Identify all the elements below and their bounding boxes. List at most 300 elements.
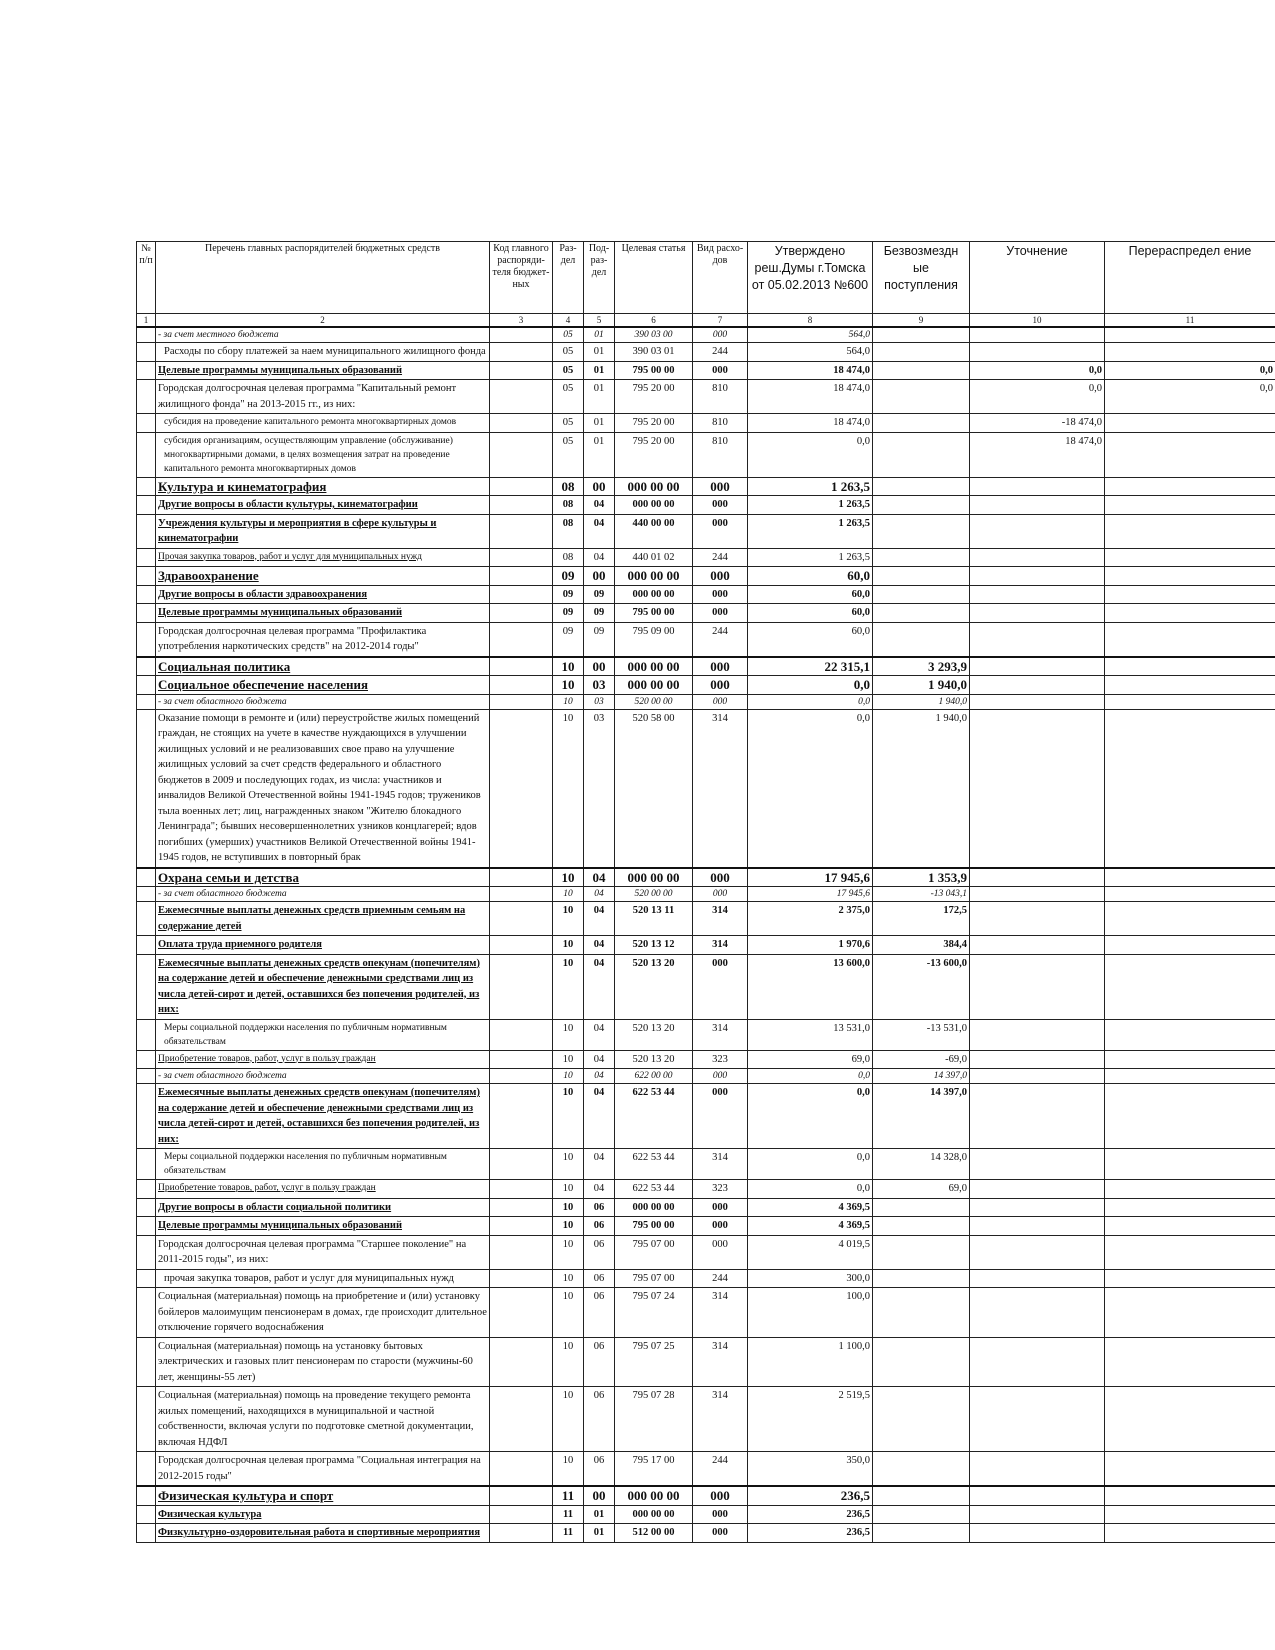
cell-cs: 520 13 11 xyxy=(615,902,693,936)
cell-vr: 000 xyxy=(693,868,748,887)
cell-p: 04 xyxy=(584,868,615,887)
cell-name: Городская долгосрочная целевая программа "Профилактика употребления наркотических средств" на 2012-2014 годы" xyxy=(156,622,490,657)
cell-v8: 236,5 xyxy=(748,1524,873,1543)
cell-v8: 60,0 xyxy=(748,567,873,586)
cell-v9: -13 043,1 xyxy=(873,887,970,902)
cell-v10 xyxy=(970,477,1105,496)
cell-r: 08 xyxy=(553,514,584,548)
cell-vr: 314 xyxy=(693,1149,748,1180)
table-row xyxy=(137,1050,1275,1069)
cell-v9 xyxy=(873,432,970,477)
cell-v10 xyxy=(970,1198,1105,1217)
cell-v8: 0,0 xyxy=(748,676,873,695)
header-num: № п/п xyxy=(137,242,156,314)
cell-name: Городская долгосрочная целевая программа "Капитальный ремонт жилищного фонда" на 2013-2015 гг., из них: xyxy=(156,380,490,414)
cell-name: Приобретение товаров, работ, услуг в пользу граждан xyxy=(156,1180,490,1199)
cell-p: 06 xyxy=(584,1235,615,1269)
header-vid: Вид расхо-дов xyxy=(693,242,748,314)
cell-v10 xyxy=(970,1235,1105,1269)
budget-table xyxy=(136,241,1275,1543)
cell-p: 01 xyxy=(584,343,615,362)
table-row xyxy=(137,1524,1275,1543)
cell-num xyxy=(137,887,156,902)
cell-num xyxy=(137,548,156,567)
cell-code xyxy=(490,622,553,657)
cell-num xyxy=(137,902,156,936)
cell-r: 05 xyxy=(553,414,584,433)
cell-r: 05 xyxy=(553,343,584,362)
cell-code xyxy=(490,361,553,380)
column-number: 3 xyxy=(490,314,553,328)
cell-vr: 314 xyxy=(693,902,748,936)
cell-vr: 000 xyxy=(693,1524,748,1543)
table-row xyxy=(137,361,1275,380)
cell-v8: 18 474,0 xyxy=(748,414,873,433)
cell-num xyxy=(137,709,156,868)
cell-v8: 0,0 xyxy=(748,709,873,868)
cell-v8: 60,0 xyxy=(748,622,873,657)
cell-p: 03 xyxy=(584,676,615,695)
cell-num xyxy=(137,1180,156,1199)
cell-num xyxy=(137,414,156,433)
cell-r: 10 xyxy=(553,936,584,955)
cell-v9 xyxy=(873,1486,970,1505)
cell-v11 xyxy=(1105,1486,1275,1505)
cell-cs: 440 00 00 xyxy=(615,514,693,548)
cell-r: 09 xyxy=(553,604,584,623)
cell-v11 xyxy=(1105,657,1275,676)
cell-cs: 000 00 00 xyxy=(615,1198,693,1217)
cell-v8: 100,0 xyxy=(748,1288,873,1338)
table-row xyxy=(137,887,1275,902)
cell-r: 08 xyxy=(553,496,584,515)
cell-cs: 622 00 00 xyxy=(615,1069,693,1084)
cell-v9: -13 531,0 xyxy=(873,1019,970,1050)
cell-v11 xyxy=(1105,1050,1275,1069)
cell-r: 09 xyxy=(553,585,584,604)
cell-cs: 795 07 28 xyxy=(615,1387,693,1452)
cell-v8: 0,0 xyxy=(748,1084,873,1149)
cell-v11 xyxy=(1105,1019,1275,1050)
cell-v9 xyxy=(873,1217,970,1236)
cell-cs: 622 53 44 xyxy=(615,1084,693,1149)
cell-cs: 520 13 20 xyxy=(615,954,693,1019)
cell-v8: 69,0 xyxy=(748,1050,873,1069)
cell-r: 10 xyxy=(553,902,584,936)
cell-vr: 314 xyxy=(693,709,748,868)
cell-code xyxy=(490,1180,553,1199)
cell-v9 xyxy=(873,1269,970,1288)
cell-cs: 795 17 00 xyxy=(615,1452,693,1487)
cell-p: 04 xyxy=(584,1069,615,1084)
cell-cs: 795 00 00 xyxy=(615,604,693,623)
cell-v10 xyxy=(970,694,1105,709)
cell-p: 06 xyxy=(584,1337,615,1387)
cell-v11 xyxy=(1105,1180,1275,1199)
cell-v8: 1 970,6 xyxy=(748,936,873,955)
cell-vr: 000 xyxy=(693,496,748,515)
cell-r: 10 xyxy=(553,1217,584,1236)
column-number: 8 xyxy=(748,314,873,328)
cell-num xyxy=(137,1149,156,1180)
cell-cs: 795 20 00 xyxy=(615,432,693,477)
cell-r: 10 xyxy=(553,887,584,902)
cell-vr: 000 xyxy=(693,1217,748,1236)
cell-v9 xyxy=(873,1288,970,1338)
cell-num xyxy=(137,514,156,548)
cell-cs: 795 07 24 xyxy=(615,1288,693,1338)
cell-v9 xyxy=(873,548,970,567)
cell-code xyxy=(490,1217,553,1236)
cell-v11 xyxy=(1105,496,1275,515)
cell-name: прочая закупка товаров, работ и услуг для муниципальных нужд xyxy=(156,1269,490,1288)
cell-name: - за счет областного бюджета xyxy=(156,1069,490,1084)
table-row xyxy=(137,1084,1275,1149)
cell-v11 xyxy=(1105,343,1275,362)
cell-cs: 512 00 00 xyxy=(615,1524,693,1543)
table-row xyxy=(137,657,1275,676)
cell-code xyxy=(490,1235,553,1269)
cell-code xyxy=(490,1288,553,1338)
table-row xyxy=(137,1486,1275,1505)
cell-code xyxy=(490,496,553,515)
cell-cs: 795 09 00 xyxy=(615,622,693,657)
column-number: 11 xyxy=(1105,314,1275,328)
cell-vr: 000 xyxy=(693,567,748,586)
cell-cs: 520 00 00 xyxy=(615,887,693,902)
cell-num xyxy=(137,327,156,343)
cell-code xyxy=(490,868,553,887)
header-approved: Утверждено реш.Думы г.Томска от 05.02.2013 №600 xyxy=(748,242,873,314)
cell-v9 xyxy=(873,604,970,623)
cell-p: 00 xyxy=(584,657,615,676)
cell-p: 01 xyxy=(584,432,615,477)
cell-v10 xyxy=(970,676,1105,695)
cell-v9: -13 600,0 xyxy=(873,954,970,1019)
cell-num xyxy=(137,694,156,709)
column-number: 9 xyxy=(873,314,970,328)
cell-r: 05 xyxy=(553,361,584,380)
cell-num xyxy=(137,954,156,1019)
cell-v9: 1 940,0 xyxy=(873,709,970,868)
cell-v10 xyxy=(970,1050,1105,1069)
cell-code xyxy=(490,1486,553,1505)
cell-v8: 236,5 xyxy=(748,1505,873,1524)
cell-v11 xyxy=(1105,676,1275,695)
table-row xyxy=(137,868,1275,887)
table-row xyxy=(137,432,1275,477)
cell-v11 xyxy=(1105,432,1275,477)
table-row xyxy=(137,676,1275,695)
cell-num xyxy=(137,936,156,955)
cell-vr: 000 xyxy=(693,1486,748,1505)
cell-v8: 1 263,5 xyxy=(748,514,873,548)
cell-vr: 314 xyxy=(693,1019,748,1050)
cell-code xyxy=(490,1387,553,1452)
cell-num xyxy=(137,1084,156,1149)
cell-v11 xyxy=(1105,1269,1275,1288)
cell-name: Социальное обеспечение населения xyxy=(156,676,490,695)
table-row xyxy=(137,414,1275,433)
cell-p: 04 xyxy=(584,936,615,955)
cell-vr: 323 xyxy=(693,1180,748,1199)
cell-v10 xyxy=(970,1217,1105,1236)
header-redistribution: Перераспредел ение xyxy=(1105,242,1275,314)
cell-r: 08 xyxy=(553,548,584,567)
cell-v10 xyxy=(970,1269,1105,1288)
cell-name: - за счет областного бюджета xyxy=(156,694,490,709)
table-row xyxy=(137,1069,1275,1084)
cell-v9 xyxy=(873,496,970,515)
cell-v10 xyxy=(970,954,1105,1019)
cell-v9: 1 353,9 xyxy=(873,868,970,887)
cell-code xyxy=(490,1505,553,1524)
table-row xyxy=(137,622,1275,657)
column-number: 10 xyxy=(970,314,1105,328)
table-row xyxy=(137,1452,1275,1487)
cell-p: 03 xyxy=(584,709,615,868)
cell-v8: 0,0 xyxy=(748,432,873,477)
cell-num xyxy=(137,1288,156,1338)
cell-v9 xyxy=(873,622,970,657)
cell-v10 xyxy=(970,1486,1105,1505)
cell-num xyxy=(137,1505,156,1524)
cell-vr: 000 xyxy=(693,954,748,1019)
cell-v10 xyxy=(970,327,1105,343)
table-row xyxy=(137,477,1275,496)
cell-name: - за счет местного бюджета xyxy=(156,327,490,343)
cell-v11 xyxy=(1105,954,1275,1019)
cell-r: 11 xyxy=(553,1524,584,1543)
cell-v10 xyxy=(970,496,1105,515)
cell-p: 09 xyxy=(584,604,615,623)
cell-p: 04 xyxy=(584,954,615,1019)
cell-vr: 244 xyxy=(693,622,748,657)
cell-v9 xyxy=(873,1337,970,1387)
cell-v9: 14 397,0 xyxy=(873,1084,970,1149)
header-podrazdel: Под-раз-дел xyxy=(584,242,615,314)
cell-v8: 0,0 xyxy=(748,1180,873,1199)
cell-v8: 18 474,0 xyxy=(748,380,873,414)
cell-cs: 520 13 20 xyxy=(615,1050,693,1069)
cell-v10: 0,0 xyxy=(970,361,1105,380)
cell-v8: 4 369,5 xyxy=(748,1217,873,1236)
cell-vr: 000 xyxy=(693,1505,748,1524)
column-number-row xyxy=(137,314,1275,328)
cell-p: 04 xyxy=(584,902,615,936)
cell-v10 xyxy=(970,1524,1105,1543)
table-row xyxy=(137,327,1275,343)
cell-v8: 13 531,0 xyxy=(748,1019,873,1050)
cell-name: Социальная политика xyxy=(156,657,490,676)
cell-code xyxy=(490,514,553,548)
cell-v9: 14 328,0 xyxy=(873,1149,970,1180)
cell-v8: 4 019,5 xyxy=(748,1235,873,1269)
cell-cs: 000 00 00 xyxy=(615,1505,693,1524)
table-row xyxy=(137,1180,1275,1199)
cell-name: - за счет областного бюджета xyxy=(156,887,490,902)
cell-v9: 14 397,0 xyxy=(873,1069,970,1084)
cell-r: 09 xyxy=(553,567,584,586)
cell-r: 05 xyxy=(553,380,584,414)
cell-p: 06 xyxy=(584,1387,615,1452)
cell-cs: 520 13 20 xyxy=(615,1019,693,1050)
cell-v8: 300,0 xyxy=(748,1269,873,1288)
cell-code xyxy=(490,477,553,496)
cell-r: 09 xyxy=(553,622,584,657)
cell-v11 xyxy=(1105,1235,1275,1269)
cell-r: 05 xyxy=(553,327,584,343)
cell-v11 xyxy=(1105,1149,1275,1180)
cell-code xyxy=(490,694,553,709)
cell-r: 10 xyxy=(553,1337,584,1387)
cell-code xyxy=(490,1084,553,1149)
cell-name: Учреждения культуры и мероприятия в сфере культуры и кинематографии xyxy=(156,514,490,548)
cell-p: 01 xyxy=(584,361,615,380)
cell-p: 06 xyxy=(584,1217,615,1236)
cell-vr: 810 xyxy=(693,432,748,477)
cell-r: 10 xyxy=(553,868,584,887)
cell-v11 xyxy=(1105,887,1275,902)
cell-num xyxy=(137,380,156,414)
cell-v8: 60,0 xyxy=(748,585,873,604)
cell-name: Социальная (материальная) помощь на проведение текущего ремонта жилых помещений, находящихся в муниципальной и частной собственности, включая услуги по подготовке сметной документации, включая НДФЛ xyxy=(156,1387,490,1452)
cell-v10 xyxy=(970,567,1105,586)
cell-num xyxy=(137,1235,156,1269)
cell-num xyxy=(137,496,156,515)
cell-v9 xyxy=(873,414,970,433)
cell-name: Социальная (материальная) помощь на приобретение и (или) установку бойлеров малоимущим пенсионерам в домах, где происходит длительное отключение горячего водоснабжения xyxy=(156,1288,490,1338)
cell-v10: 18 474,0 xyxy=(970,432,1105,477)
cell-num xyxy=(137,868,156,887)
cell-p: 00 xyxy=(584,477,615,496)
cell-v11 xyxy=(1105,585,1275,604)
cell-code xyxy=(490,1019,553,1050)
cell-v8: 564,0 xyxy=(748,343,873,362)
cell-cs: 795 00 00 xyxy=(615,1217,693,1236)
cell-v10: -18 474,0 xyxy=(970,414,1105,433)
cell-num xyxy=(137,1269,156,1288)
cell-name: Прочая закупка товаров, работ и услуг для муниципальных нужд xyxy=(156,548,490,567)
cell-v10 xyxy=(970,585,1105,604)
cell-name: Целевые программы муниципальных образований xyxy=(156,604,490,623)
cell-v8: 0,0 xyxy=(748,1149,873,1180)
cell-v11 xyxy=(1105,902,1275,936)
cell-r: 10 xyxy=(553,1387,584,1452)
cell-code xyxy=(490,676,553,695)
cell-num xyxy=(137,567,156,586)
column-number: 2 xyxy=(156,314,490,328)
cell-code xyxy=(490,1050,553,1069)
cell-code xyxy=(490,567,553,586)
cell-p: 06 xyxy=(584,1269,615,1288)
cell-r: 08 xyxy=(553,477,584,496)
cell-v11 xyxy=(1105,1337,1275,1387)
cell-v11 xyxy=(1105,709,1275,868)
table-row xyxy=(137,567,1275,586)
cell-r: 10 xyxy=(553,1019,584,1050)
cell-cs: 622 53 44 xyxy=(615,1149,693,1180)
cell-v9 xyxy=(873,567,970,586)
cell-name: Городская долгосрочная целевая программа "Старшее поколение" на 2011-2015 годы", из них: xyxy=(156,1235,490,1269)
cell-r: 10 xyxy=(553,954,584,1019)
cell-v10 xyxy=(970,868,1105,887)
cell-name: Другие вопросы в области культуры, кинематографии xyxy=(156,496,490,515)
cell-vr: 244 xyxy=(693,1452,748,1487)
cell-name: Городская долгосрочная целевая программа "Социальная интеграция на 2012-2015 годы" xyxy=(156,1452,490,1487)
cell-v8: 60,0 xyxy=(748,604,873,623)
cell-num xyxy=(137,676,156,695)
column-number: 6 xyxy=(615,314,693,328)
header-name: Перечень главных распорядителей бюджетных средств xyxy=(156,242,490,314)
cell-name: Ежемесячные выплаты денежных средств опекунам (попечителям) на содержание детей и обеспечение денежными средствами лиц из числа детей-сирот и детей, оставшихся без попечения родителей, из них: xyxy=(156,954,490,1019)
cell-v11 xyxy=(1105,477,1275,496)
cell-num xyxy=(137,604,156,623)
cell-cs: 520 58 00 xyxy=(615,709,693,868)
cell-vr: 000 xyxy=(693,1084,748,1149)
cell-num xyxy=(137,1019,156,1050)
cell-code xyxy=(490,414,553,433)
cell-cs: 000 00 00 xyxy=(615,657,693,676)
cell-num xyxy=(137,1050,156,1069)
cell-v8: 1 263,5 xyxy=(748,548,873,567)
cell-p: 04 xyxy=(584,1084,615,1149)
cell-r: 10 xyxy=(553,1269,584,1288)
cell-num xyxy=(137,1217,156,1236)
table-row xyxy=(137,936,1275,955)
cell-v9 xyxy=(873,1505,970,1524)
cell-code xyxy=(490,954,553,1019)
cell-name: Меры социальной поддержки населения по публичным нормативным обязательствам xyxy=(156,1149,490,1180)
cell-code xyxy=(490,887,553,902)
cell-code xyxy=(490,902,553,936)
cell-cs: 520 00 00 xyxy=(615,694,693,709)
cell-v11: 0,0 xyxy=(1105,380,1275,414)
cell-num xyxy=(137,585,156,604)
cell-p: 01 xyxy=(584,1505,615,1524)
cell-v11 xyxy=(1105,1505,1275,1524)
cell-r: 10 xyxy=(553,1084,584,1149)
cell-r: 05 xyxy=(553,432,584,477)
cell-v10 xyxy=(970,1019,1105,1050)
cell-name: Физическая культура и спорт xyxy=(156,1486,490,1505)
column-number: 4 xyxy=(553,314,584,328)
cell-v9 xyxy=(873,380,970,414)
cell-r: 10 xyxy=(553,1452,584,1487)
cell-p: 04 xyxy=(584,548,615,567)
cell-cs: 795 07 00 xyxy=(615,1269,693,1288)
table-row xyxy=(137,548,1275,567)
cell-r: 10 xyxy=(553,1180,584,1199)
cell-r: 10 xyxy=(553,709,584,868)
cell-cs: 795 07 00 xyxy=(615,1235,693,1269)
cell-p: 01 xyxy=(584,1524,615,1543)
budget-sheet xyxy=(136,241,1275,1650)
cell-v10 xyxy=(970,1180,1105,1199)
cell-vr: 810 xyxy=(693,414,748,433)
column-number: 1 xyxy=(137,314,156,328)
cell-v8: 1 263,5 xyxy=(748,496,873,515)
cell-vr: 314 xyxy=(693,1288,748,1338)
cell-r: 11 xyxy=(553,1505,584,1524)
cell-v11 xyxy=(1105,1198,1275,1217)
cell-vr: 000 xyxy=(693,361,748,380)
cell-v8: 22 315,1 xyxy=(748,657,873,676)
cell-v8: 1 263,5 xyxy=(748,477,873,496)
header-clarification: Уточнение xyxy=(970,242,1105,314)
cell-v8: 2 375,0 xyxy=(748,902,873,936)
cell-p: 03 xyxy=(584,694,615,709)
